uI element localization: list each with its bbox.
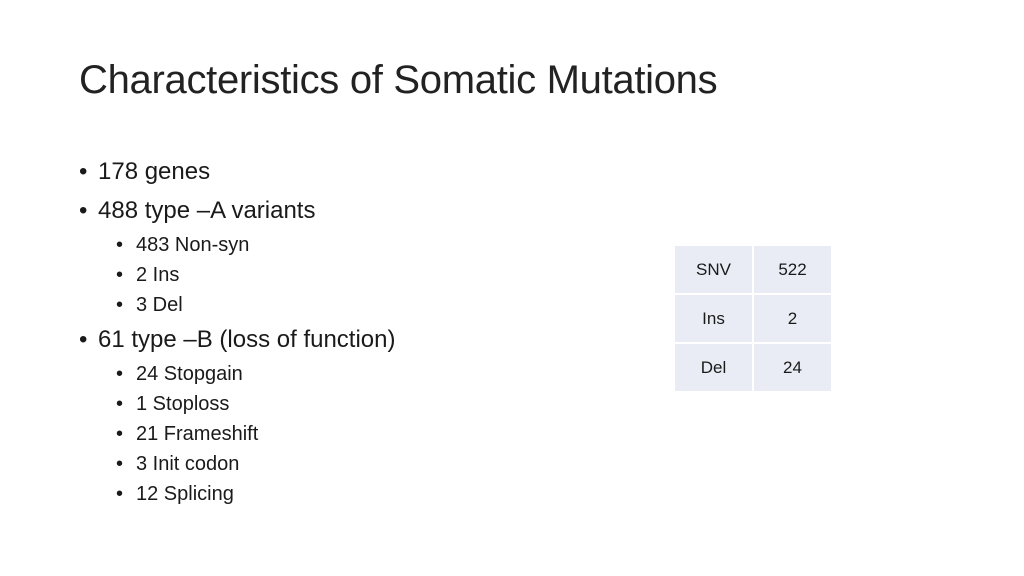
- sub-bullet-del: • 3 Del: [79, 290, 639, 320]
- table-cell-value: 2: [754, 295, 831, 342]
- table-row: [675, 344, 831, 391]
- table-cell-label: Del: [675, 344, 752, 391]
- bullet-type-b-loss-of-function: • 61 type –B (loss of function): [79, 320, 639, 359]
- sub-bullet-stoploss: • 1 Stoploss: [79, 389, 639, 419]
- sub-bullet-ins: • 2 Ins: [79, 260, 639, 290]
- sub-bullet-stopgain: • 24 Stopgain: [79, 359, 639, 389]
- sublist-type-a: [79, 230, 639, 320]
- sub-bullet-non-syn: • 483 Non-syn: [79, 230, 639, 260]
- table-cell-value: 24: [754, 344, 831, 391]
- mutation-count-table: [673, 244, 833, 393]
- sub-bullet-frameshift: • 21 Frameshift: [79, 419, 639, 449]
- bullet-genes: • 178 genes: [79, 152, 639, 191]
- bullet-type-a-variants: • 488 type –A variants: [79, 191, 639, 230]
- sub-bullet-splicing: • 12 Splicing: [79, 479, 639, 509]
- table-row: [675, 295, 831, 342]
- sub-bullet-init-codon: • 3 Init codon: [79, 449, 639, 479]
- sublist-type-b: [79, 359, 639, 509]
- table-cell-label: Ins: [675, 295, 752, 342]
- slide-title: Characteristics of Somatic Mutations: [79, 58, 718, 102]
- table-row: [675, 246, 831, 293]
- table-cell-label: SNV: [675, 246, 752, 293]
- table-cell-value: 522: [754, 246, 831, 293]
- bullet-list: [79, 152, 639, 509]
